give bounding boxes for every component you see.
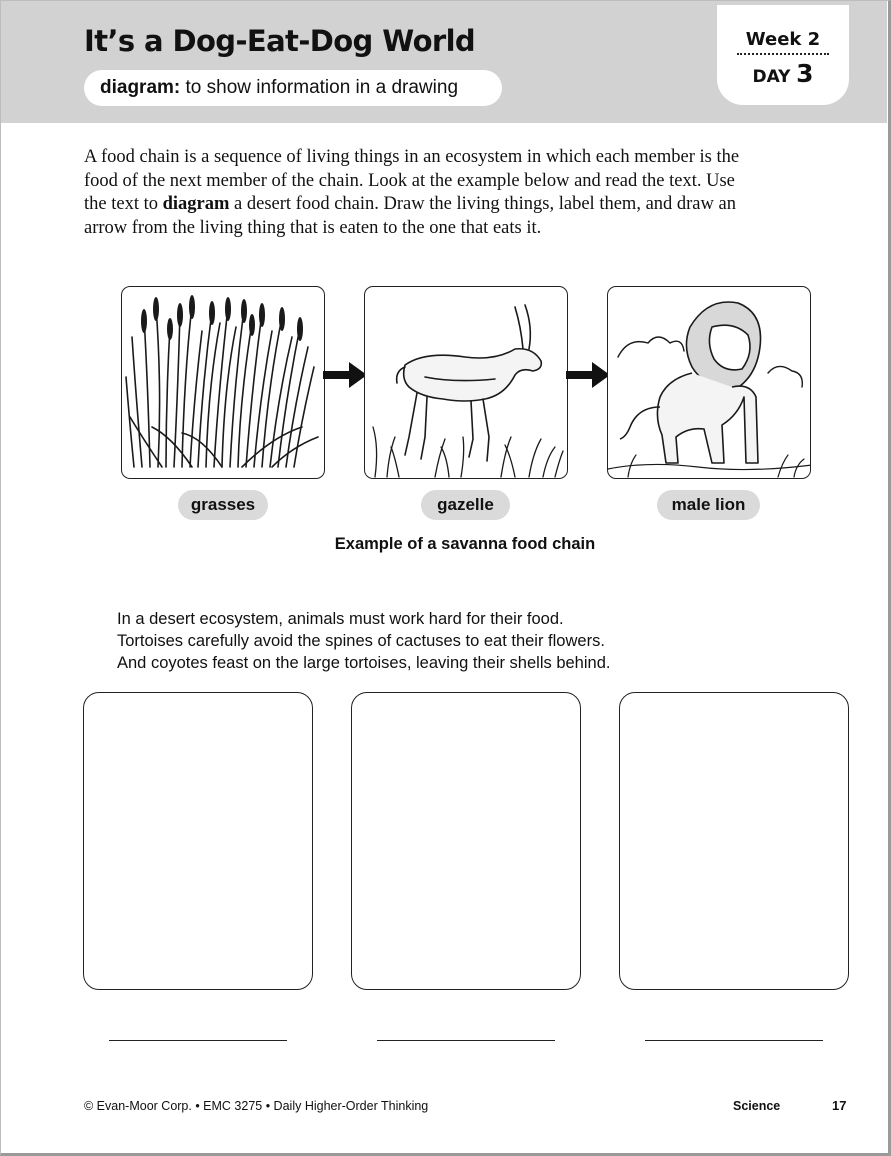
- label-male-lion: male lion: [657, 490, 760, 520]
- intro-text-after: a desert food chain. Draw the living things, label them, and draw an arrow from the living thing that is eaten to the one that eats it.: [84, 194, 736, 238]
- right-arrow-icon: [566, 360, 610, 390]
- week-day-tab: [717, 5, 849, 105]
- footer-credit: © Evan-Moor Corp. • EMC 3275 • Daily Higher-Order Thinking: [84, 1099, 429, 1113]
- drawing-box-3[interactable]: [619, 692, 849, 990]
- definition-term: diagram:: [100, 77, 181, 98]
- gazelle-illustration: [365, 287, 568, 479]
- label-grasses: grasses: [178, 490, 268, 520]
- passage-line: In a desert ecosystem, animals must work hard for their food.: [117, 610, 564, 628]
- dotted-divider: [737, 53, 829, 55]
- definition-pill: [84, 70, 502, 106]
- drawing-box-1[interactable]: [83, 692, 313, 990]
- label-gazelle: gazelle: [421, 490, 510, 520]
- drawing-box-2[interactable]: [351, 692, 581, 990]
- example-caption: Example of a savanna food chain: [334, 535, 596, 553]
- intro-text-before: A food chain is a sequence of living things in an ecosystem in which each member is the food of the next member of the chain. Look at the example below and read the text. Use the text to: [84, 147, 740, 215]
- grasses-picture-frame: [121, 286, 325, 479]
- lion-illustration: [608, 287, 811, 479]
- lion-picture-frame: [607, 286, 811, 479]
- week-label: Week 2: [745, 29, 821, 50]
- intro-paragraph: [84, 146, 744, 240]
- grasses-illustration: [122, 287, 325, 479]
- page-title: It’s a Dog-Eat-Dog World: [84, 24, 476, 58]
- desert-passage: [117, 608, 717, 674]
- label-line-3[interactable]: [645, 1040, 823, 1041]
- label-line-2[interactable]: [377, 1040, 555, 1041]
- label-line-1[interactable]: [109, 1040, 287, 1041]
- passage-line: And coyotes feast on the large tortoises, leaving their shells behind.: [117, 654, 611, 672]
- passage-line: Tortoises carefully avoid the spines of cactuses to eat their flowers.: [117, 632, 605, 650]
- day-word: DAY: [752, 67, 791, 87]
- day-label: [717, 59, 849, 88]
- footer-subject: Science: [733, 1099, 781, 1113]
- page-number: 17: [832, 1098, 847, 1113]
- intro-keyword: diagram: [162, 194, 230, 215]
- definition-text: to show information in a drawing: [185, 77, 459, 98]
- right-arrow-icon: [323, 360, 367, 390]
- gazelle-picture-frame: [364, 286, 568, 479]
- day-number: 3: [796, 59, 814, 88]
